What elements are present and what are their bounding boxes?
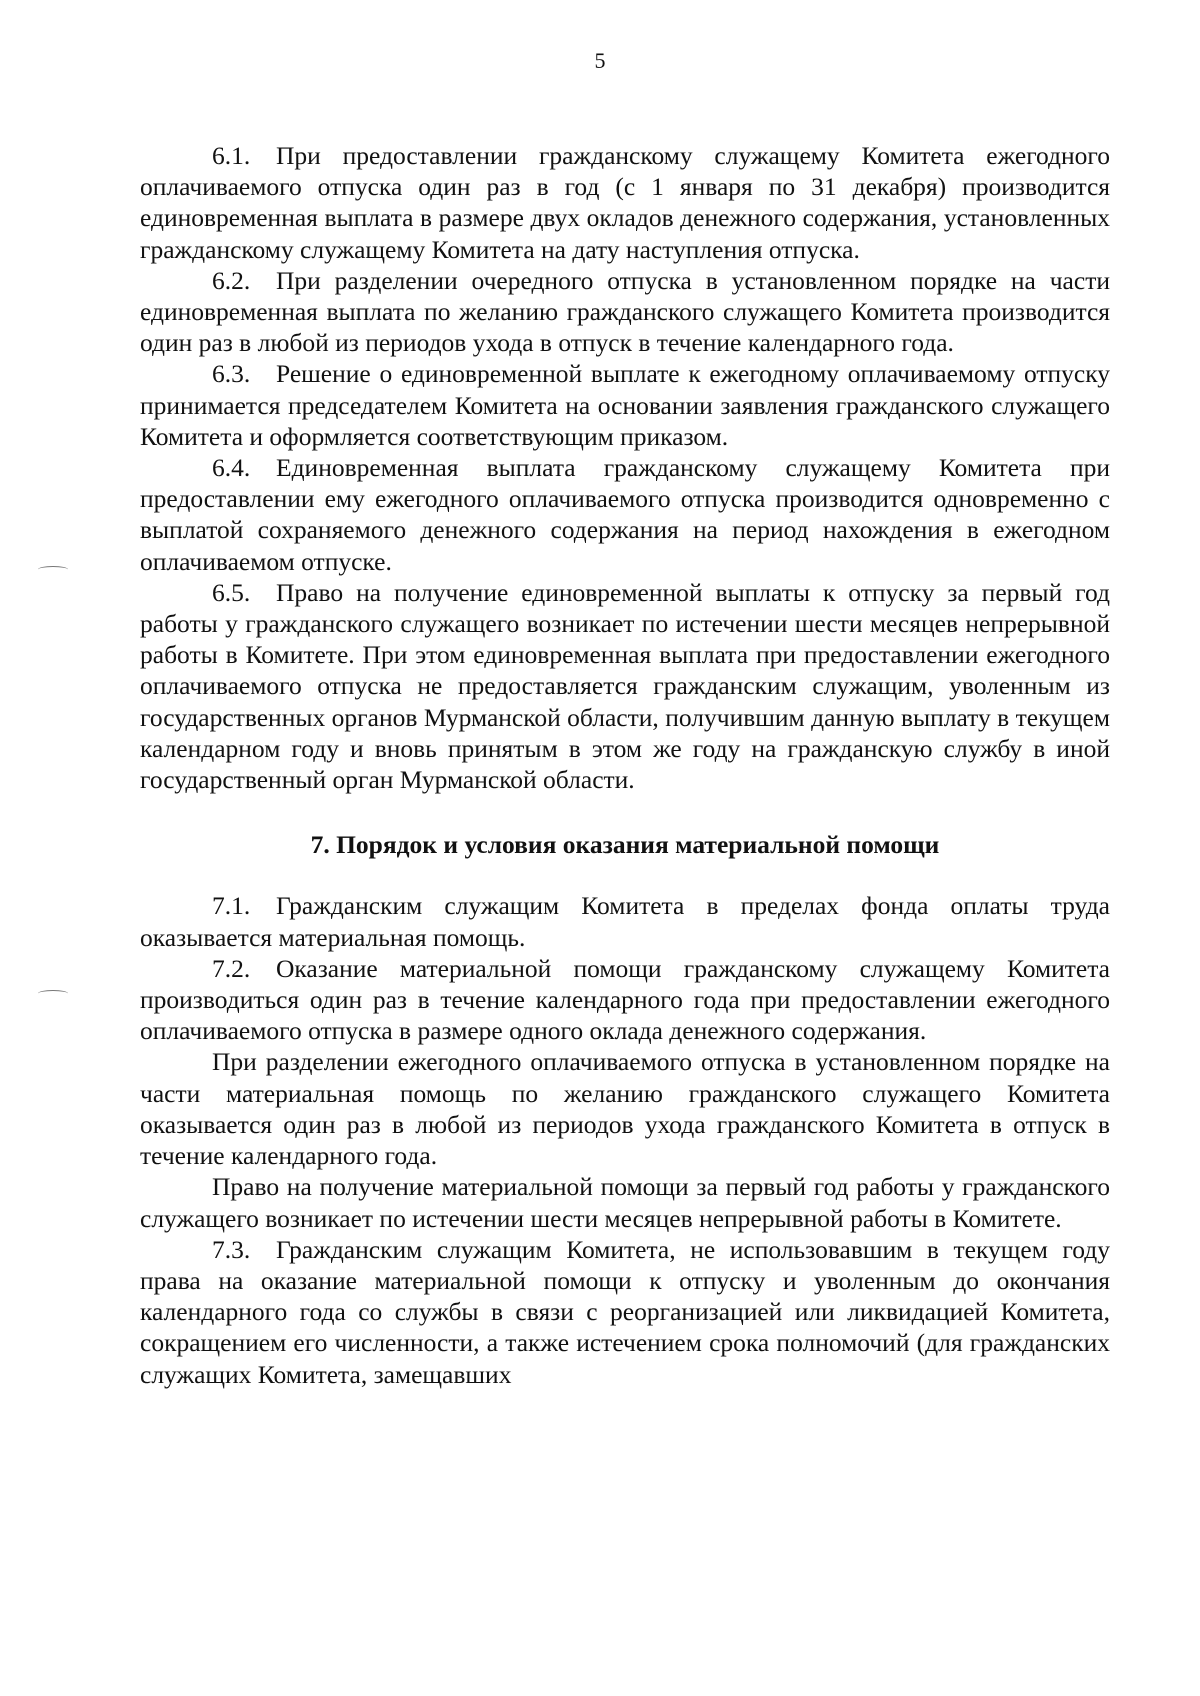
paragraph-text: Оказание материальной помощи гражданскому служащему Комитета производиться один раз в течение календарного года при предоставлении ежегодного оплачиваемого отпуска в размере одного оклада денежного содержания. xyxy=(140,953,1110,1046)
paragraph-6-1 xyxy=(140,140,1110,265)
paragraph-7-2 xyxy=(140,953,1110,1047)
paragraph-text: Гражданским служащим Комитета, не использовавшим в текущем году права на оказание материальной помощи к отпуску и уволенным до окончания календарного года со службы в связи с реорганизацией или ликвидацией Комитета, сокращением его численности, а также истечением срока полномочий (для гражданских служащих Комитета, замещавших xyxy=(140,1234,1110,1389)
paragraph-text: Право на получение единовременной выплаты к отпуску за первый год работы у гражданского служащего возникает по истечении шести месяцев непрерывной работы в Комитете. При этом единовременная выплата при предоставлении ежегодного оплачиваемого отпуска не предоставляется гражданским служащим, уволенным из государственных органов Мурманской области, получившим данную выплату в текущем календарном году и вновь принятым в этом же году на гражданскую службу в иной государственный орган Мурманской области. xyxy=(140,577,1110,795)
paragraph-number: 6.2. xyxy=(212,265,251,295)
margin-scan-mark xyxy=(38,990,68,997)
paragraph-number: 6.4. xyxy=(212,453,251,483)
page-number: 5 xyxy=(594,48,606,73)
paragraph-text: Единовременная выплата гражданскому служащему Комитета при предоставлении ему ежегодного оплачиваемого отпуска производится одновременно с выплатой сохраняемого денежного содержания на период нахождения в ежегодном оплачиваемом отпуске. xyxy=(140,453,1110,576)
paragraph-6-4 xyxy=(140,452,1110,577)
paragraph-text: При разделении очередного отпуска в установленном порядке на части единовременная выплата по желанию гражданского служащего Комитета производится один раз в любой из периодов ухода в отпуск в течение календарного года. xyxy=(140,265,1110,358)
paragraph-6-3 xyxy=(140,358,1110,452)
margin-scan-mark xyxy=(38,566,68,573)
paragraph-number: 7.1. xyxy=(212,891,251,921)
paragraph-text: При предоставлении гражданскому служащему Комитета ежегодного оплачиваемого отпуска один раз в год (с 1 января по 31 декабря) производится единовременная выплата в размере двух окладов денежного содержания, установленных гражданскому служащему Комитета на дату наступления отпуска. xyxy=(140,141,1110,264)
paragraph-number: 7.2. xyxy=(212,953,251,983)
document-body xyxy=(140,140,1110,1390)
paragraph-7-3 xyxy=(140,1234,1110,1390)
section-7-heading: 7. Порядок и условия оказания материальной помощи xyxy=(310,830,940,860)
paragraph-number: 6.3. xyxy=(212,359,251,389)
paragraph-number: 6.1. xyxy=(212,141,251,170)
paragraph-7-2-part-2 xyxy=(140,1046,1110,1171)
paragraph-7-1 xyxy=(140,890,1110,952)
paragraph-text: Решение о единовременной выплате к ежегодному оплачиваемому отпуску принимается председателем Комитета на основании заявления гражданского служащего Комитета и оформляется соответствующим приказом. xyxy=(140,359,1110,451)
paragraph-number: 7.3. xyxy=(212,1234,251,1264)
paragraph-text: Право на получение материальной помощи за первый год работы у гражданского служащего возникает по истечении шести месяцев непрерывной работы в Комитете. xyxy=(140,1172,1110,1233)
paragraph-number: 6.5. xyxy=(212,577,251,607)
paragraph-6-5 xyxy=(140,577,1110,795)
paragraph-7-2-part-3 xyxy=(140,1171,1110,1233)
paragraph-6-2 xyxy=(140,265,1110,359)
paragraph-text: При разделении ежегодного оплачиваемого отпуска в установленном порядке на части материальная помощь по желанию гражданского служащего Комитета оказывается один раз в любой из периодов ухода гражданского Комитета в отпуск в течение календарного года. xyxy=(140,1047,1110,1171)
paragraph-text: Гражданским служащим Комитета в пределах фонда оплаты труда оказывается материальная помощь. xyxy=(140,891,1110,952)
